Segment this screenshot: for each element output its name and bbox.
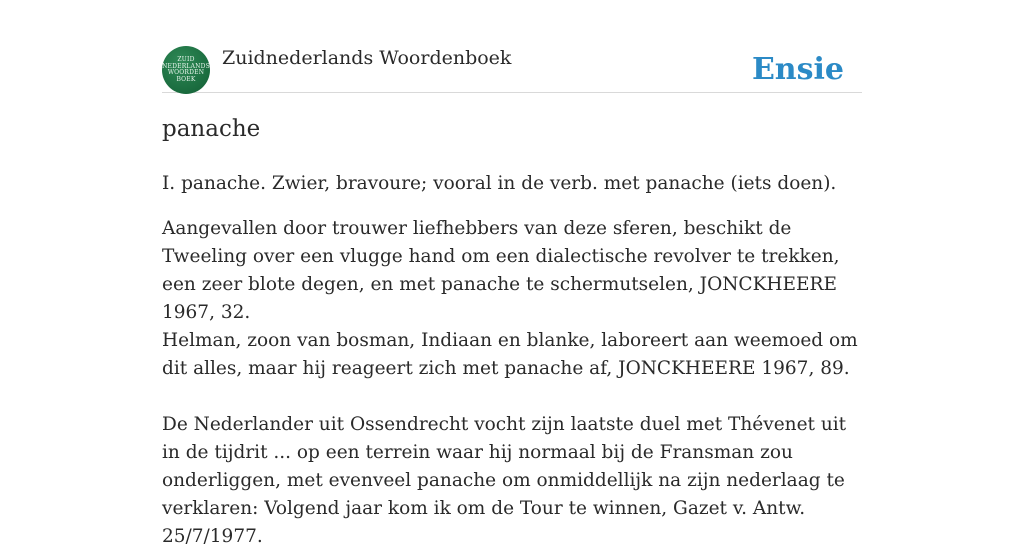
brand-logo[interactable]: Ensie [751,52,844,87]
logo-text-line: BOEK [176,75,196,83]
citation-paragraph: Aangevallen door trouwer liefhebbers van deze sferen, beschikt de Tweeling over een vlugge hand om een dialectische revolver te trekken, een zeer blote degen, en met panache te schermutselen, JONCKHEERE 1967, 32. [162,218,840,323]
citation-paragraph: Helman, zoon van bosman, Indiaan en blanke, laboreert aan weemoed om dit alles, maar hij reageert zich met panache af, JONCKHEERE 1967, 89. [162,330,858,379]
site-logo[interactable] [162,46,210,94]
citation-paragraph: De Nederlander uit Ossendrecht vocht zijn laatste duel met Thévenet uit in de tijdrit ... op een terrein waar hij normaal bij de Fransman zou onderliggen, met evenveel panache om onmiddellijk na zijn nederlaag te verklaren: Volgend jaar kom ik om de Tour te winnen, Gazet v. Antw. 25/7/1977. [162,414,847,547]
site-title[interactable]: Zuidnederlands Woordenboek [222,47,512,69]
entry-definition: I. panache. Zwier, bravoure; vooral in de verb. met panache (iets doen). [162,173,837,194]
site-header [162,44,862,93]
logo-text-line: NEDERLANDS [162,62,210,70]
logo-text-line: ZUID [177,56,195,63]
entry-headword: panache [162,116,261,142]
logo-text-line: WOORDEN [167,69,205,76]
